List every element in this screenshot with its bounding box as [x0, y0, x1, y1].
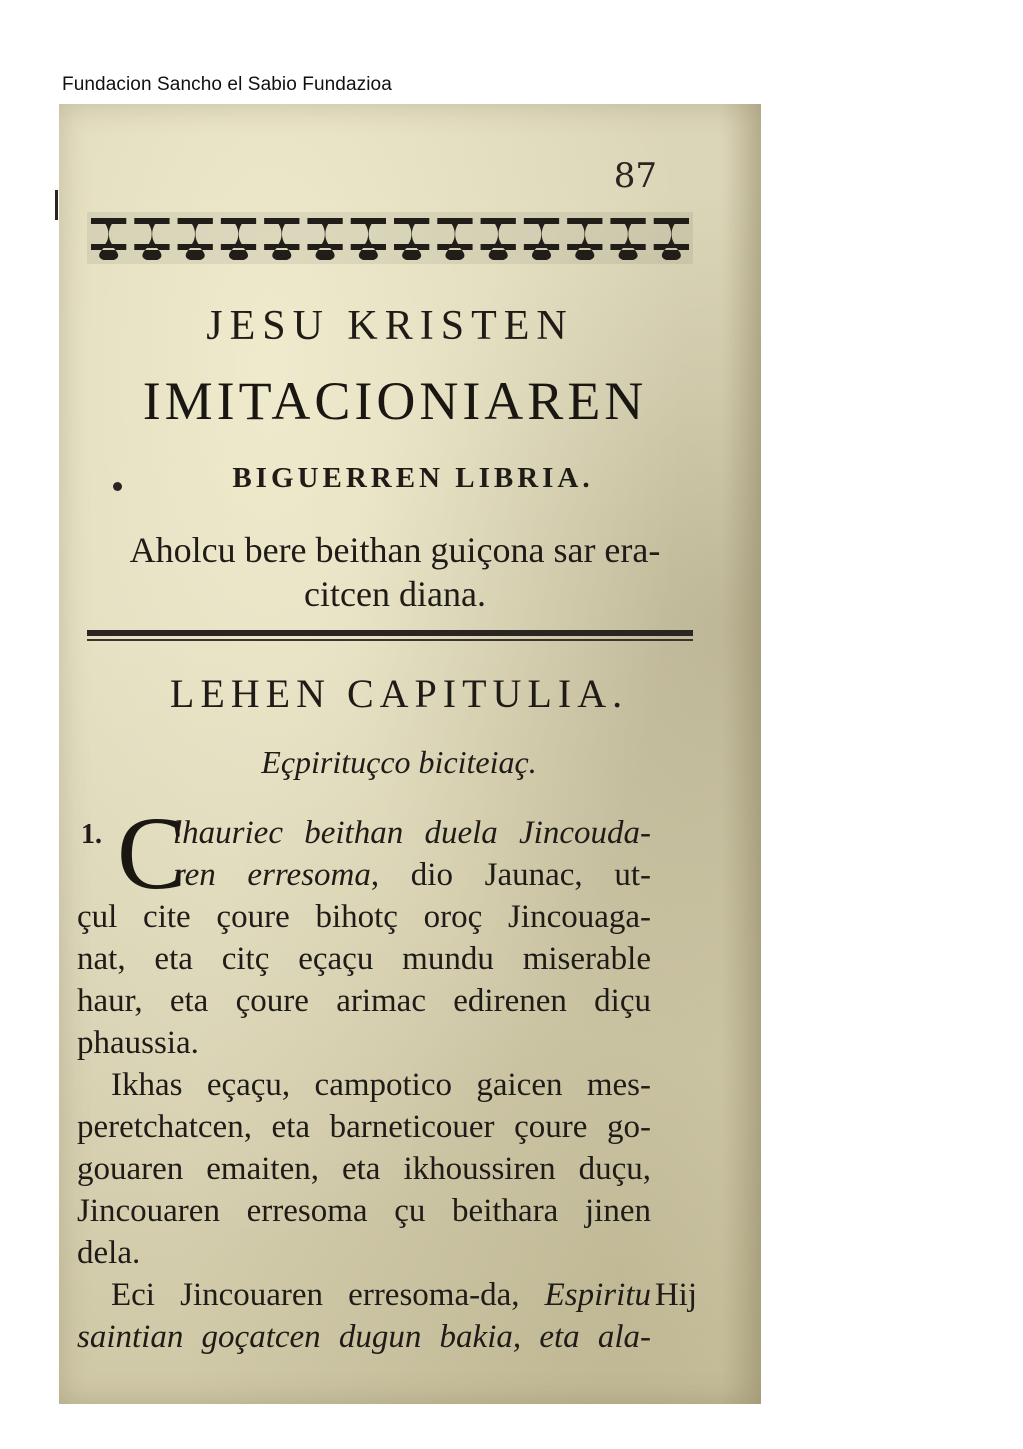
body-line-3: çul cite çoure bihotç oroç Jincouaga- [77, 899, 651, 935]
chapter-subtitle: Eçpirituçco biciteiaç. [261, 744, 537, 780]
body-line-4: nat, eta citç eçaçu mundu miserable [77, 941, 651, 977]
title-imitacioniaren: IMITACIONIAREN [142, 371, 648, 431]
body-line-13-end: , eta ala- [512, 1319, 651, 1355]
subtitle-line-1: Aholcu bere beithan guiçona sar era- [129, 530, 661, 570]
body-line-13-italic: saintian goçatcen dugun bakia [77, 1319, 513, 1355]
paragraph-number: 1. [81, 819, 102, 850]
page-number: 87 [613, 156, 657, 196]
body-line-5: haur, eta çoure arimac edirenen diçu [77, 983, 651, 1019]
subtitle-line-2: citcen diana. [304, 574, 486, 614]
body-line-1: lhauriec beithan duela Jincouda- [173, 815, 651, 851]
divider-rule-thick [87, 630, 693, 636]
margin-mark [55, 190, 58, 220]
body-text [77, 796, 651, 1358]
body-line-8: peretchatcen, eta barneticouer çoure go- [77, 1109, 651, 1145]
body-line-13 [77, 1316, 651, 1358]
bullet-dot [113, 482, 122, 491]
body-line-12-italic: Espiritu [544, 1277, 651, 1313]
subtitle [75, 528, 715, 616]
decorative-ornament-band [87, 212, 693, 264]
title-jesu-kristen: JESU KRISTEN [206, 303, 574, 349]
page-header: Fundacion Sancho el Sabio Fundazioa [62, 74, 392, 95]
chapter-title: LEHEN CAPITULIA. [169, 671, 629, 716]
body-line-7: Ikhas eçaçu, campotico gaicen mes- [111, 1067, 651, 1103]
signature-mark: Hij [654, 1277, 697, 1313]
divider-rule-thin [87, 639, 693, 641]
body-line-2-italic: ren erresoma [173, 857, 371, 893]
body-line-12 [77, 1274, 651, 1316]
scanned-page [59, 104, 761, 1404]
title-biguerren-libria: BIGUERREN LIBRIA. [232, 462, 594, 494]
body-line-6: phaussia. [77, 1025, 199, 1061]
body-line-9: gouaren emaiten, eta ikhoussiren duçu, [77, 1151, 651, 1187]
body-line-10: Jincouaren erresoma çu beithara jinen [77, 1193, 651, 1229]
body-line-11: dela. [77, 1235, 141, 1271]
body-line-2-roman: , dio Jaunac, ut- [370, 857, 651, 893]
dropcap-letter: C [117, 796, 187, 911]
body-line-12-roman: Eci Jincouaren erresoma-da, [111, 1277, 545, 1313]
